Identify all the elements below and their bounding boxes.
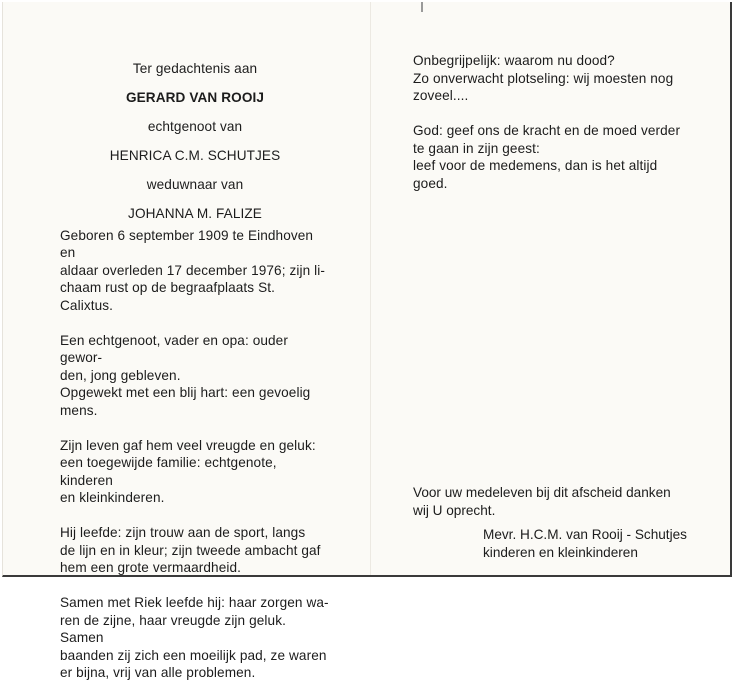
right-paragraph-2: God: geef ons de kracht en de moed verder te gaan in zijn geest: leef voor de medemens, dan is het altijd goed. bbox=[413, 123, 681, 191]
left-paragraph-5: Samen met Riek leefde hij: haar zorgen wa- ren de zijne, haar vreugde zijn geluk. Samen baanden zij zich een moeilijk pad, ze waren er bijna, vrij van alle problemen. bbox=[60, 595, 329, 680]
right-paragraph-1: Onbegrijpelijk: waarom nu dood? Zo onverwacht plotseling: wij moesten nog zoveel.... bbox=[413, 53, 674, 103]
left-paragraph-1: Een echtgenoot, vader en opa: ouder gewor- den, jong gebleven. bbox=[60, 332, 288, 383]
signature-line-2: kinderen en kleinkinderen bbox=[483, 544, 638, 560]
signature-block bbox=[483, 526, 723, 561]
left-paragraph-2: Opgewekt met een blij hart: een gevoelig mens. bbox=[60, 385, 311, 418]
header-block bbox=[60, 60, 330, 223]
signature-line-1: Mevr. H.C.M. van Rooij - Schutjes bbox=[483, 527, 687, 542]
deceased-name: GERARD VAN ROOIJ bbox=[125, 90, 265, 105]
left-paragraph-3: Zijn leven gaf hem veel vreugde en geluk: een toegewijde familie: echtgenote, kinderen en kleinkinderen. bbox=[60, 437, 316, 505]
thanks-line: Voor uw medeleven bij dit afscheid danken wij U oprecht. bbox=[413, 485, 671, 518]
birth-death-text: Geboren 6 september 1909 te Eindhoven en aldaar overleden 17 december 1976; zijn li- chaam rust op de begraafplaats St. Calixtus. bbox=[60, 227, 326, 313]
left-paragraph-4: Hij leefde: zijn trouw aan de sport, langs de lijn en in kleur; zijn tweede ambacht gaf hem een grote vermaardheid. bbox=[60, 525, 321, 575]
intro-text: Ter gedachtenis aan bbox=[132, 61, 258, 76]
right-column bbox=[413, 52, 713, 192]
left-column bbox=[60, 60, 330, 682]
relation-spouse-1: echtgenoot van bbox=[147, 119, 243, 134]
spouse-2-name: JOHANNA M. FALIZE bbox=[128, 206, 262, 221]
print-mark bbox=[421, 2, 423, 12]
thanks-text bbox=[413, 484, 713, 519]
card-fold-line bbox=[370, 2, 371, 575]
memorial-card bbox=[2, 2, 732, 680]
relation-spouse-2: weduwnaar van bbox=[146, 177, 244, 192]
spouse-1-name: HENRICA C.M. SCHUTJES bbox=[109, 148, 281, 163]
